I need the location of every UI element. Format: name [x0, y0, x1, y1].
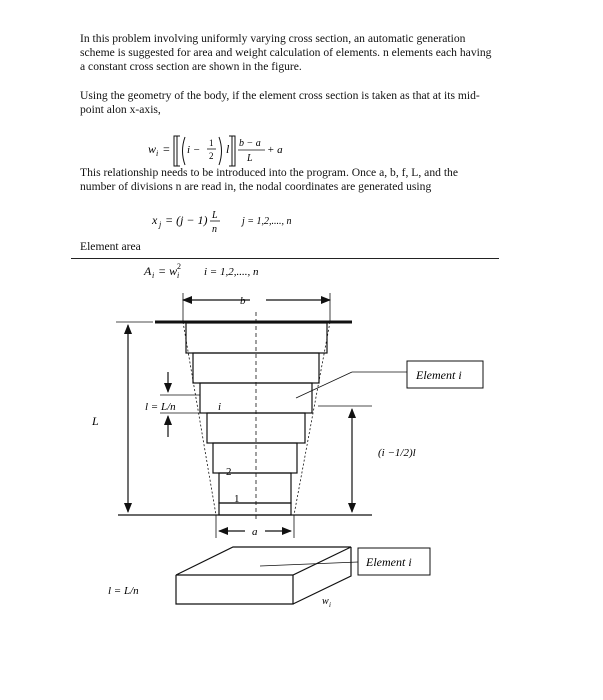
eq-w-equals: =	[163, 142, 170, 156]
b-label: b	[240, 295, 246, 307]
a-label: a	[252, 526, 258, 538]
eq-x-range: j = 1,2,...., n	[242, 216, 292, 227]
eq-w-plus-a: + a	[267, 144, 283, 156]
eq-a-lhs-sub: i	[152, 271, 155, 280]
eq-w-half-den: 2	[209, 151, 214, 161]
block-l-label: l = L/n	[108, 585, 139, 597]
relationship-line-1: This relationship needs to be introduced into the program. Once a, b, f, L, and the	[80, 166, 458, 179]
eq-a-rhs: = w	[158, 264, 178, 278]
eq-x-lhs: x	[152, 213, 158, 227]
element-1-label: 1	[234, 493, 240, 505]
eq-x-frac-num: L	[212, 210, 218, 221]
eq-a-lhs: A	[144, 264, 152, 278]
block-element-i-label: Element i	[366, 555, 412, 569]
eq-w-frac-den: L	[247, 153, 253, 164]
relationship-line-2: number of divisions n are read in, the nodal coordinates are generated using	[80, 180, 432, 193]
element-2-label: 2	[226, 466, 232, 478]
geometry-line-2: point alon x-axis,	[80, 103, 161, 116]
eq-a-range: i = 1,2,...., n	[204, 266, 259, 278]
intro-line-1: In this problem involving uniformly varying cross section, an automatic generation	[80, 32, 466, 45]
L-label: L	[92, 414, 99, 428]
intro-line-2: scheme is suggested for area and weight calculation of elements. n elements each having	[80, 46, 492, 59]
block-w-sub: i	[329, 601, 331, 609]
eq-w-frac-num: b − a	[239, 138, 261, 149]
eq-a-rhs-sup: 2	[177, 262, 181, 271]
eq-w-lhs-sub: i	[156, 149, 159, 158]
eq-x-frac-den: n	[212, 224, 217, 235]
eq-w-i-minus: i −	[187, 144, 201, 156]
element-i-label: Element i	[416, 368, 462, 382]
eq-w-half-num: 1	[209, 138, 214, 148]
eq-a-rhs-sub: i	[177, 271, 180, 280]
element-area-label: Element area	[80, 240, 141, 253]
eq-w-lhs: w	[148, 142, 157, 156]
i-label: i	[218, 401, 222, 413]
geometry-line-1: Using the geometry of the body, if the element cross section is taken as that at its mid-	[80, 89, 480, 102]
eq-x-rhs: = (j − 1)	[165, 213, 208, 227]
eq-w-l: l	[226, 142, 230, 156]
eq-x-lhs-sub: j	[159, 220, 162, 229]
l-label: l = L/n	[145, 401, 176, 413]
intro-line-3: a constant cross section are shown in the figure.	[80, 60, 302, 73]
block-w-label: w	[322, 596, 329, 607]
half-label: (i −1/2)l	[378, 447, 416, 459]
